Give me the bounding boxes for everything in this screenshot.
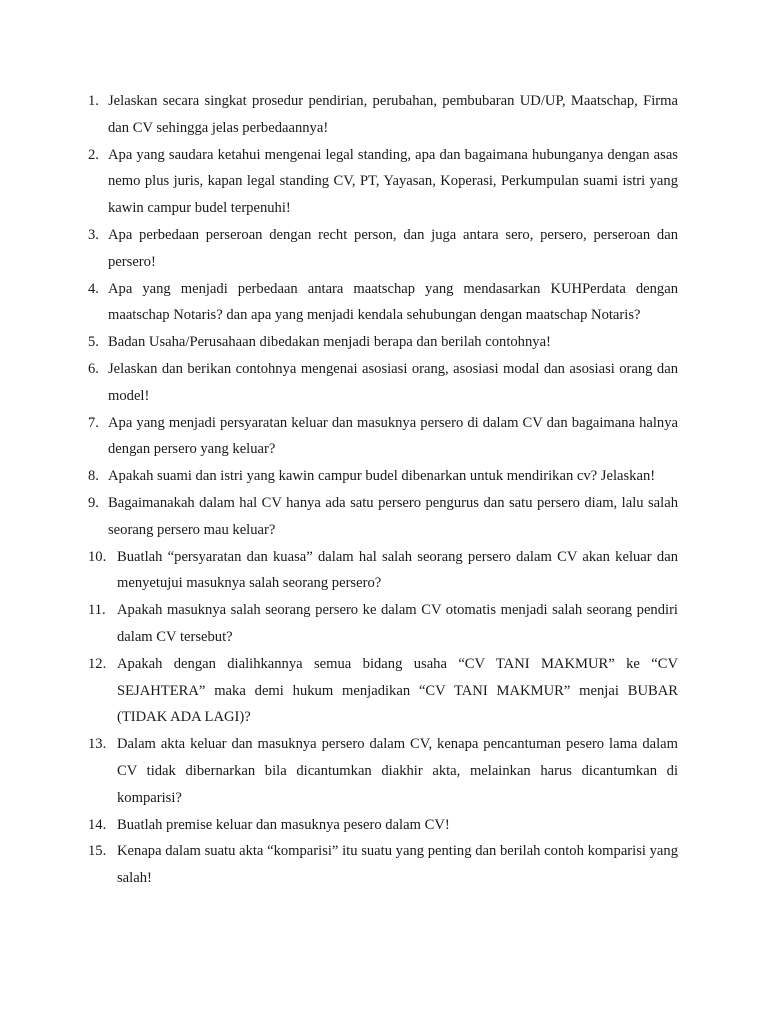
- item-text: Buatlah premise keluar dan masuknya pesero dalam CV!: [117, 816, 450, 833]
- item-text: Apakah suami dan istri yang kawin campur budel dibenarkan untuk mendirikan cv? Jelaskan!: [108, 468, 656, 485]
- item-number: 7.: [88, 414, 99, 431]
- item-number: 10.: [88, 548, 107, 565]
- list-item: [88, 838, 678, 892]
- item-number: 2.: [88, 146, 99, 163]
- list-item: [88, 276, 678, 330]
- item-text: Apa yang menjadi perbedaan antara maatschap yang mendasarkan KUHPerdata dengan maatschap Notaris? dan apa yang menjadi kendala sehubungan dengan maatschap Notaris?: [108, 280, 678, 324]
- item-text: Apa perbedaan perseroan dengan recht person, dan juga antara sero, persero, perseroan dan persero!: [108, 226, 678, 270]
- question-list: [88, 88, 678, 892]
- list-item: [88, 410, 678, 464]
- item-text: Apakah masuknya salah seorang persero ke dalam CV otomatis menjadi salah seorang pendiri dalam CV tersebut?: [117, 602, 678, 645]
- item-number: 14.: [88, 816, 107, 833]
- item-number: 3.: [88, 226, 99, 243]
- list-item: [88, 812, 678, 839]
- item-text: Apa yang saudara ketahui mengenai legal standing, apa dan bagaimana hubunganya dengan asas nemo plus juris, kapan legal standing CV, PT, Yayasan, Koperasi, Perkumpulan suami istri yang kawin campur budel terpenuhi!: [108, 146, 678, 217]
- item-text: Badan Usaha/Perusahaan dibedakan menjadi berapa dan berilah contohnya!: [108, 334, 551, 351]
- list-item: [88, 544, 678, 598]
- item-number: 1.: [88, 93, 99, 109]
- list-item: [88, 490, 678, 544]
- list-item: [88, 731, 678, 811]
- item-text: Apakah dengan dialihkannya semua bidang usaha “CV TANI MAKMUR” ke “CV SEJAHTERA” maka demi hukum menjadikan “CV TANI MAKMUR” menjai BUBAR (TIDAK ADA LAGI)?: [117, 655, 678, 726]
- list-item: [88, 651, 678, 731]
- list-item: [88, 356, 678, 410]
- list-item: [88, 142, 678, 222]
- item-text: Apa yang menjadi persyaratan keluar dan masuknya persero di dalam CV dan bagaimana halnya dengan persero yang keluar?: [108, 414, 678, 458]
- item-number: 11.: [88, 602, 106, 619]
- item-number: 9.: [88, 494, 99, 511]
- item-text: Kenapa dalam suatu akta “komparisi” itu suatu yang penting dan berilah contoh komparisi yang salah!: [117, 843, 678, 887]
- list-item: [88, 329, 678, 356]
- list-item: [88, 222, 678, 276]
- item-number: 5.: [88, 334, 99, 351]
- item-number: 8.: [88, 468, 99, 485]
- item-number: 6.: [88, 360, 99, 377]
- list-item: [88, 597, 678, 651]
- item-text: Buatlah “persyaratan dan kuasa” dalam hal salah seorang persero dalam CV akan keluar dan menyetujui masuknya salah seorang persero?: [117, 548, 678, 592]
- list-item: [88, 88, 678, 142]
- item-text: Jelaskan dan berikan contohnya mengenai asosiasi orang, asosiasi modal dan asosiasi orang dan model!: [108, 360, 678, 404]
- item-number: 4.: [88, 280, 99, 297]
- list-item: [88, 463, 678, 490]
- item-text: Bagaimanakah dalam hal CV hanya ada satu persero pengurus dan satu persero diam, lalu salah seorang persero mau keluar?: [108, 494, 678, 538]
- item-number: 15.: [88, 843, 107, 860]
- item-number: 12.: [88, 655, 107, 672]
- item-text: Jelaskan secara singkat prosedur pendirian, perubahan, pembubaran UD/UP, Maatschap, Firma dan CV sehingga jelas perbedaannya!: [108, 93, 678, 136]
- item-number: 13.: [88, 736, 107, 753]
- item-text: Dalam akta keluar dan masuknya persero dalam CV, kenapa pencantuman pesero lama dalam CV tidak dibernarkan bila dicantumkan diakhir akta, melainkan harus dicantumkan di komparisi?: [117, 736, 678, 806]
